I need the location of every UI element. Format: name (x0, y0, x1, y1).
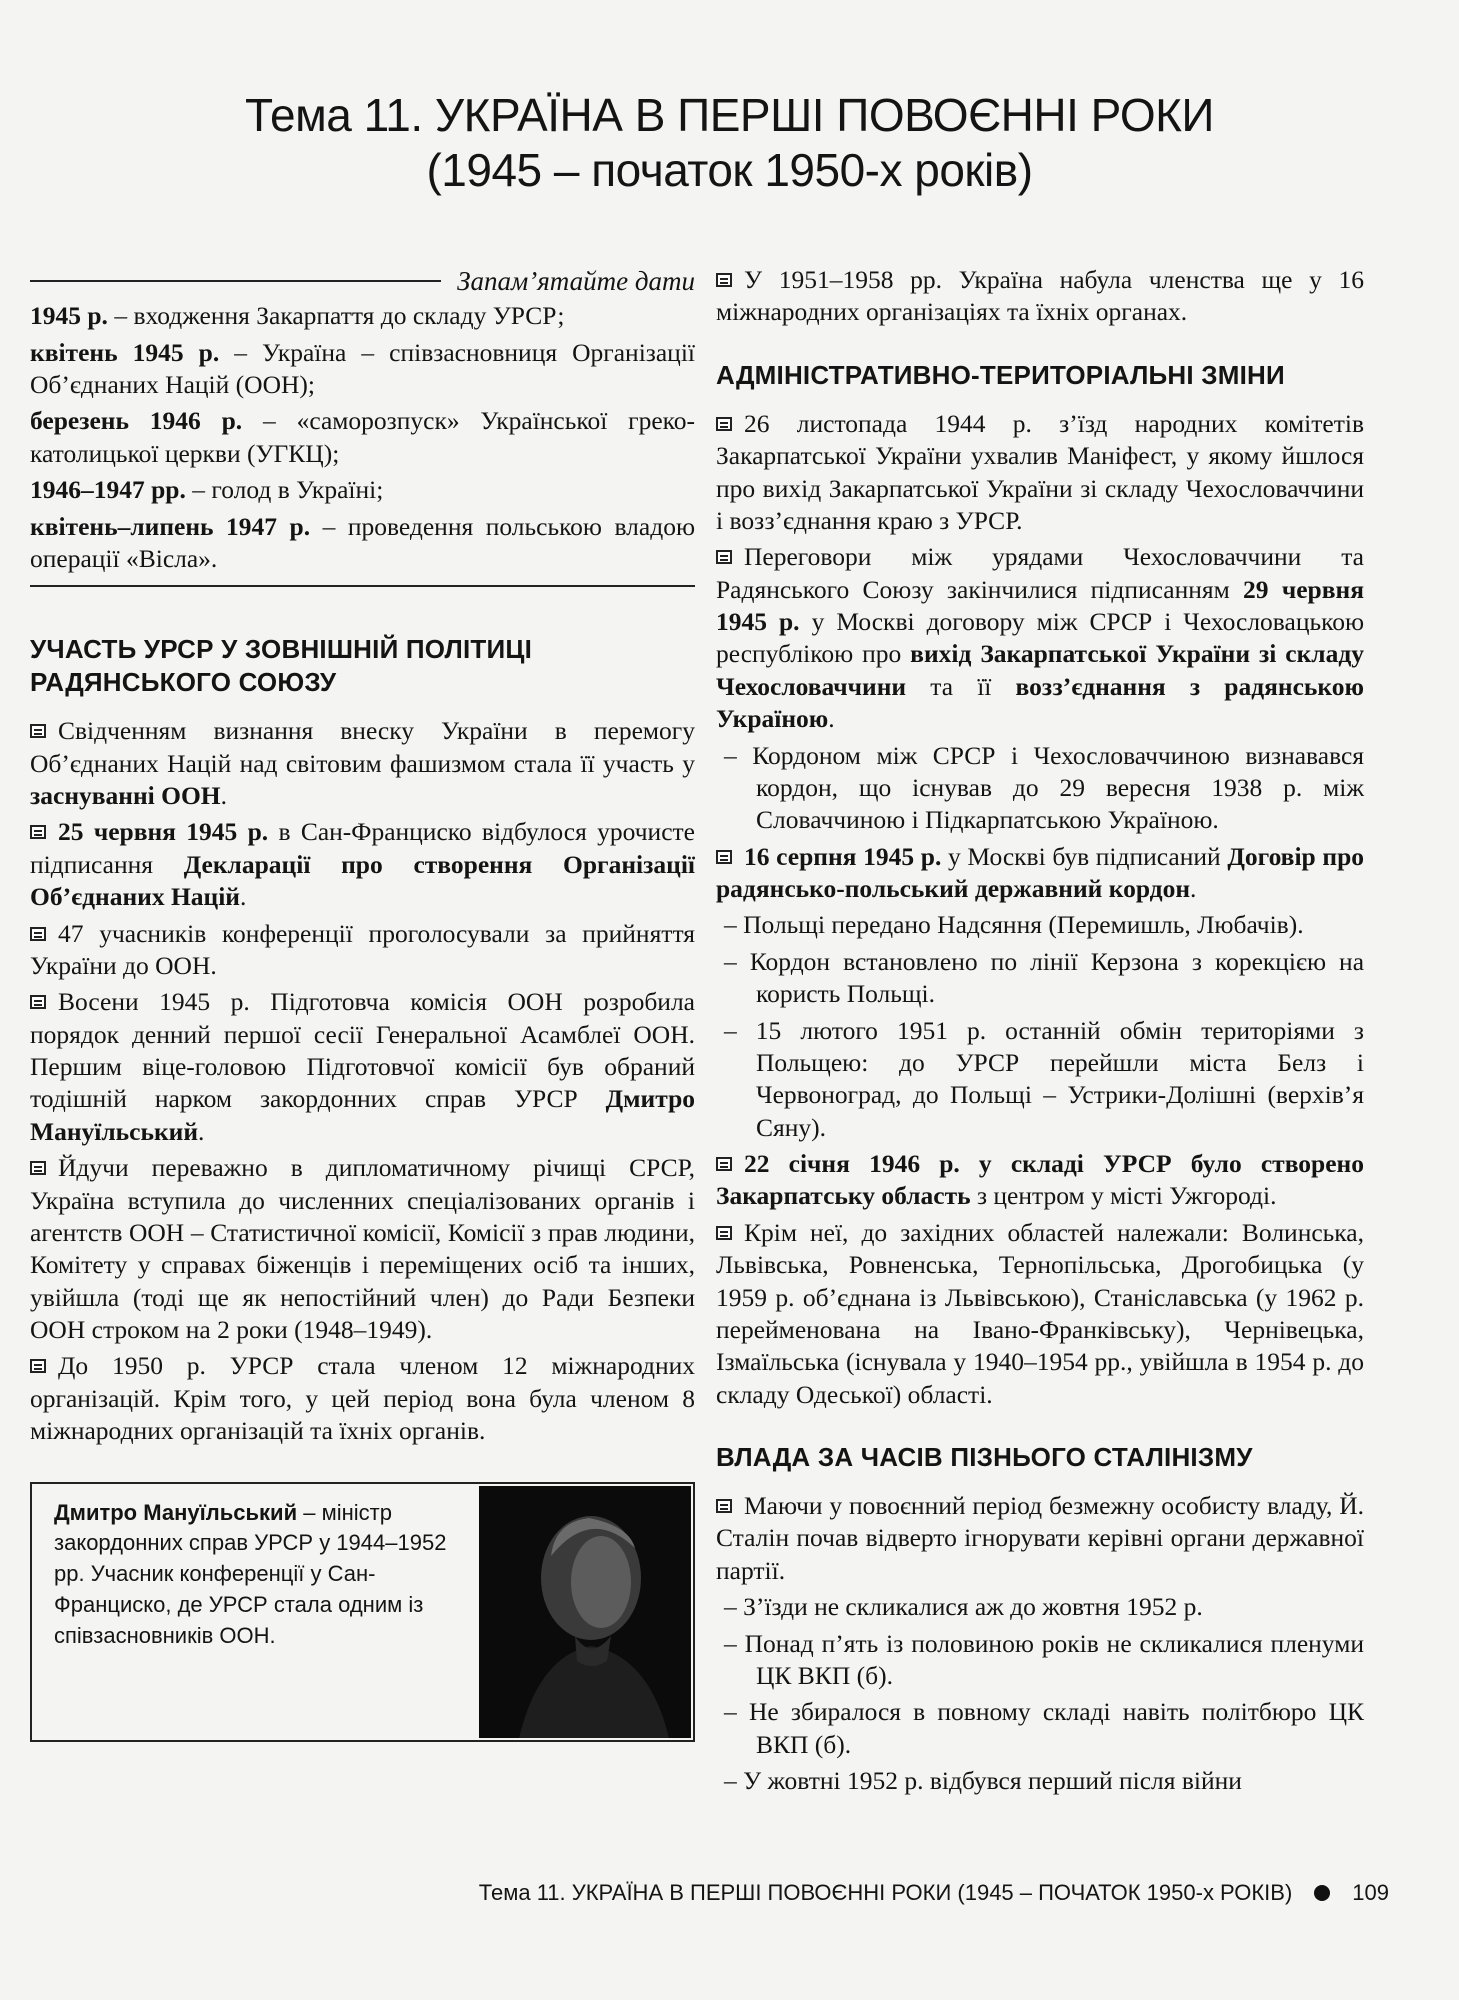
paragraph-marker-icon (716, 1226, 732, 1240)
paragraph-marker-icon (30, 825, 46, 839)
footer-running-title: Тема 11. УКРАЇНА В ПЕРШІ ПОВОЄННІ РОКИ (1945 – ПОЧАТОК 1950-х РОКІВ) (478, 1880, 1293, 1905)
portrait-silhouette (479, 1486, 691, 1738)
portrait-photo (479, 1486, 691, 1738)
right-column (716, 264, 1364, 1801)
title-line-1: Тема 11. УКРАЇНА В ПЕРШІ ПОВОЄННІ РОКИ (245, 89, 1214, 141)
paragraph-marker-icon (30, 1161, 46, 1175)
header-rule (30, 280, 441, 282)
remember-dates-title: Запам’ятайте дати (457, 266, 695, 296)
date-item: березень 1946 р. – «саморозпуск» Української греко-католицької церкви (УГКЦ); (30, 406, 695, 468)
dash-item: – Кордон встановлено по лінії Керзона з корекцією на користь Польщі. (716, 946, 1364, 1011)
paragraph: До 1950 р. УРСР стала членом 12 міжнародних організацій. Крім того, у цей період вона була членом 8 міжнародних організацій та їхніх органів. (30, 1351, 695, 1446)
dash-item: – Понад п’ять із половиною років не скликалися пленуми ЦК ВКП (б). (716, 1628, 1364, 1693)
paragraph: 47 учасників конференції проголосували за прийняття України до ООН. (30, 918, 695, 980)
paragraph-marker-icon (716, 850, 732, 864)
date-item: 1945 р. – входження Закарпаття до складу УРСР; (30, 301, 565, 331)
paragraph-marker-icon (716, 1499, 732, 1513)
section-heading-late-stalinism: ВЛАДА ЗА ЧАСІВ ПІЗНЬОГО СТАЛІНІЗМУ (716, 1442, 1253, 1473)
paragraph: 25 червня 1945 р. в Сан-Франциско відбулося урочисте підписання Декларації про створення Організації Об’єднаних Націй. (30, 817, 696, 912)
paragraph-marker-icon (716, 550, 732, 564)
dash-item: – З’їзди не скликалися аж до жовтня 1952 р. (716, 1591, 1364, 1623)
dash-item: – Польщі передано Надсяння (Перемишль, Любачів). (716, 909, 1364, 941)
date-item: квітень–липень 1947 р. – проведення польською владою операції «Вісла». (30, 511, 695, 573)
section-heading-foreign-policy: УЧАСТЬ УРСР У ЗОВНІШНІЙ ПОЛІТИЦІ РАДЯНСЬКОГО СОЮЗУ (30, 634, 532, 698)
paragraph-marker-icon (716, 273, 732, 287)
paragraph: Маючи у повоєнний період безмежну особисту владу, Й. Сталін почав відверто ігнорувати керівні органи державної партії. (716, 1491, 1364, 1585)
paragraph: 26 листопада 1944 р. з’їзд народних комітетів Закарпатської України ухвалив Маніфест, у якому йшлося про вихід Закарпатської України зі складу Чехословаччини і возз’єднання краю з УРСР. (716, 408, 1364, 535)
paragraph: Переговори між урядами Чехословаччини та Радянського Союзу закінчилися підписанням 29 червня 1945 р. у Москві договору між СРСР і Чехословацькою республікою про вихід Закарпатської України зі складу Чехословаччини та її возз’єднання з радянською Україною. (716, 542, 1364, 734)
date-item: 1946–1947 рр. – голод в Україні; (30, 475, 384, 505)
page-footer (479, 1880, 1389, 1906)
paragraph: 22 січня 1946 р. у складі УРСР було створено Закарпатську область з центром у місті Ужгороді. (716, 1149, 1364, 1211)
date-item: квітень 1945 р. – Україна – співзасновниця Організації Об’єднаних Націй (ООН); (30, 337, 695, 400)
biography-box (30, 1482, 695, 1742)
dash-item: – Кордоном між СРСР і Чехословаччиною визнавався кордон, що існував до 29 вересня 1938 р. між Словаччиною і Підкарпатською Україною. (716, 740, 1364, 837)
section-divider (30, 585, 695, 587)
dash-item: – У жовтні 1952 р. відбувся перший після війни (716, 1765, 1364, 1797)
paragraph: У 1951–1958 рр. Україна набула членства ще у 16 міжнародних організаціях та їхніх органах. (716, 265, 1364, 327)
paragraph-marker-icon (30, 724, 46, 738)
paragraph-marker-icon (30, 1359, 46, 1373)
remember-dates-header (30, 264, 695, 298)
paragraph: Йдучи переважно в дипломатичному річищі СРСР, Україна вступила до численних спеціалізованих органів і агентств ООН – Статистичної комісії, Комісії з прав людини, Комітету у справах біженців і переміщених осіб та інших, увійшла (тоді ще як непостійний член) до Ради Безпеки ООН строком на 2 роки (1948–1949). (30, 1153, 695, 1345)
paragraph-marker-icon (716, 417, 732, 431)
paragraph: Крім неї, до західних областей належали: Волинська, Львівська, Ровненська, Тернопільська, Дрогобицька (у 1959 р. об’єднана із Львівською), Станіславська (у 1962 р. перейменована на Івано-Франківську), Чернівецька, Ізмаїльська (існувала у 1940–1954 рр., увійшла в 1954 р. до складу Одеської) області. (716, 1217, 1364, 1409)
paragraph: Восени 1945 р. Підготовча комісія ООН розробила порядок денний першої сесії Генеральної Асамблеї ООН. Першим віце-головою Підготовчої комісії був обраний тодішній нарком закордонних справ УРСР Дмитро Мануїльський. (30, 987, 695, 1146)
page-title (0, 88, 1459, 198)
paragraph-marker-icon (30, 995, 46, 1009)
dash-item: – 15 лютого 1951 р. останній обмін територіями з Польщею: до УРСР перейшли міста Белз і Червоноград, до Польщі – Устрики-Долішні (верхів’я Сяну). (716, 1015, 1364, 1145)
footer-dot-icon (1314, 1885, 1330, 1901)
paragraph-marker-icon (30, 927, 46, 941)
paragraph: Свідченням визнання внеску України в перемогу Об’єднаних Націй над світовим фашизмом стала її участь у заснуванні ООН. (30, 716, 695, 811)
page-number: 109 (1352, 1880, 1389, 1905)
section-heading-territorial-changes: АДМІНІСТРАТИВНО-ТЕРИТОРІАЛЬНІ ЗМІНИ (716, 359, 1285, 390)
left-column (30, 264, 695, 1742)
title-line-2: (1945 – початок 1950-х років) (426, 144, 1033, 197)
biography-text: Дмитро Мануїльський – міністр закордонних справ УРСР у 1944–1952 рр. Учасник конференції у Сан-Франциско, де УРСР стала одним із співзасновників ООН. (54, 1499, 447, 1648)
paragraph-marker-icon (716, 1157, 732, 1171)
dash-item: – Не збиралося в повному складі навіть політбюро ЦК ВКП (б). (716, 1696, 1364, 1761)
paragraph: 16 серпня 1945 р. у Москві був підписаний Договір про радянсько-польський державний кордон. (716, 841, 1365, 904)
